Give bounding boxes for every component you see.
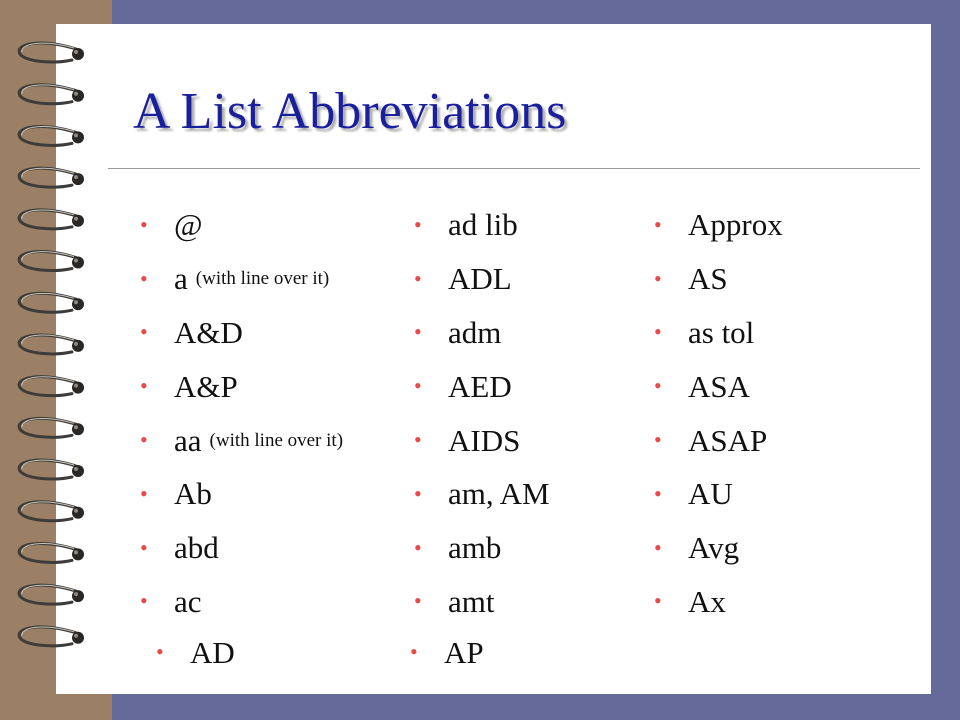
list-item	[140, 575, 343, 629]
list-item	[414, 467, 550, 521]
list-item	[414, 575, 550, 629]
abbreviation-text: aa	[174, 422, 202, 458]
abbreviation-text: ad lib	[448, 207, 518, 243]
list-item	[140, 252, 343, 306]
bullet-dot-icon: •	[414, 534, 422, 560]
bullet-dot-icon: •	[414, 265, 422, 291]
bullet-dot-icon: •	[414, 427, 422, 453]
bullet-dot-icon: •	[140, 588, 148, 614]
abbreviation-text: AS	[688, 261, 728, 297]
binder-ring	[19, 252, 84, 271]
list-item	[414, 413, 550, 467]
abbreviation-text: AU	[688, 476, 733, 512]
abbreviation-column-2	[414, 198, 550, 628]
binder-ring	[19, 127, 84, 146]
list-item	[654, 575, 783, 629]
list-item	[410, 625, 484, 679]
bullet-dot-icon: •	[654, 211, 662, 237]
bullet-dot-icon: •	[654, 588, 662, 614]
list-item	[140, 359, 343, 413]
bullet-dot-icon: •	[654, 427, 662, 453]
list-item	[140, 467, 343, 521]
list-item	[140, 413, 343, 467]
abbreviation-text: ASA	[688, 368, 751, 404]
bullet-dot-icon: •	[654, 373, 662, 399]
abbreviation-text: as tol	[688, 314, 755, 350]
binder-ring	[19, 460, 84, 479]
bullet-dot-icon: •	[140, 480, 148, 506]
list-item	[654, 467, 783, 521]
bullet-dot-icon: •	[156, 639, 164, 664]
bullet-dot-icon: •	[414, 373, 422, 399]
spiral-binding-icon	[0, 0, 112, 720]
list-item	[654, 521, 783, 575]
list-item	[654, 306, 783, 360]
bullet-dot-icon: •	[140, 211, 148, 237]
list-item	[654, 359, 783, 413]
abbreviation-text: ac	[174, 583, 202, 619]
list-item	[414, 252, 550, 306]
abbreviation-text: AD	[190, 634, 235, 670]
title-divider	[108, 168, 920, 169]
abbreviation-note: (with line over it)	[209, 429, 344, 451]
list-item	[414, 521, 550, 575]
bullet-dot-icon: •	[140, 319, 148, 345]
binder-ring	[19, 168, 84, 187]
abbreviation-text: amb	[448, 530, 502, 566]
abbreviation-note: (with line over it)	[195, 268, 330, 290]
bullet-dot-icon: •	[654, 534, 662, 560]
bullet-dot-icon: •	[140, 265, 148, 291]
list-item	[654, 252, 783, 306]
list-item	[414, 198, 550, 252]
list-item	[654, 413, 783, 467]
binder-ring	[19, 43, 84, 62]
abbreviation-text: abd	[174, 530, 219, 566]
abbreviation-text: Ab	[174, 476, 212, 512]
binder-ring	[19, 377, 84, 396]
abbreviation-text: Approx	[688, 207, 783, 243]
abbreviation-text: adm	[448, 314, 502, 350]
bullet-dot-icon: •	[414, 480, 422, 506]
abbreviation-column-1	[140, 198, 343, 628]
list-item	[156, 625, 235, 679]
abbreviation-text: a	[174, 261, 188, 297]
binder-ring	[19, 585, 84, 604]
binder-ring	[19, 544, 84, 563]
bullet-dot-icon: •	[140, 373, 148, 399]
abbreviation-text: ASAP	[688, 422, 768, 458]
bullet-dot-icon: •	[140, 427, 148, 453]
abbreviation-column-3	[654, 198, 783, 628]
list-item	[140, 306, 343, 360]
bullet-dot-icon: •	[140, 534, 148, 560]
abbreviation-text: A&P	[174, 368, 238, 404]
binder-ring	[19, 418, 84, 437]
abbreviation-text: ADL	[448, 261, 512, 297]
binder-ring	[19, 502, 84, 521]
bullet-dot-icon: •	[414, 588, 422, 614]
abbreviation-text: am, AM	[448, 476, 550, 512]
binder-ring	[19, 627, 84, 646]
list-item	[654, 198, 783, 252]
binder-ring	[19, 85, 84, 104]
abbreviation-text: AIDS	[448, 422, 521, 458]
list-item	[414, 306, 550, 360]
binder-ring	[19, 335, 84, 354]
abbreviation-text: A&D	[174, 314, 243, 350]
bullet-dot-icon: •	[410, 639, 418, 664]
list-item	[140, 521, 343, 575]
abbreviation-text: AED	[448, 368, 512, 404]
abbreviation-text: Ax	[688, 583, 726, 619]
slide-title: A List Abbreviations	[133, 83, 567, 140]
abbreviation-text: Avg	[688, 530, 740, 566]
bullet-dot-icon: •	[654, 319, 662, 345]
bullet-dot-icon: •	[654, 265, 662, 291]
abbreviation-text: amt	[448, 583, 495, 619]
binder-ring	[19, 210, 84, 229]
list-item	[140, 198, 343, 252]
bullet-dot-icon: •	[414, 319, 422, 345]
bullet-dot-icon: •	[414, 211, 422, 237]
list-item	[414, 359, 550, 413]
abbreviation-text: AP	[444, 634, 484, 670]
abbreviation-text: @	[174, 207, 203, 243]
bullet-dot-icon: •	[654, 480, 662, 506]
binder-ring	[19, 293, 84, 312]
